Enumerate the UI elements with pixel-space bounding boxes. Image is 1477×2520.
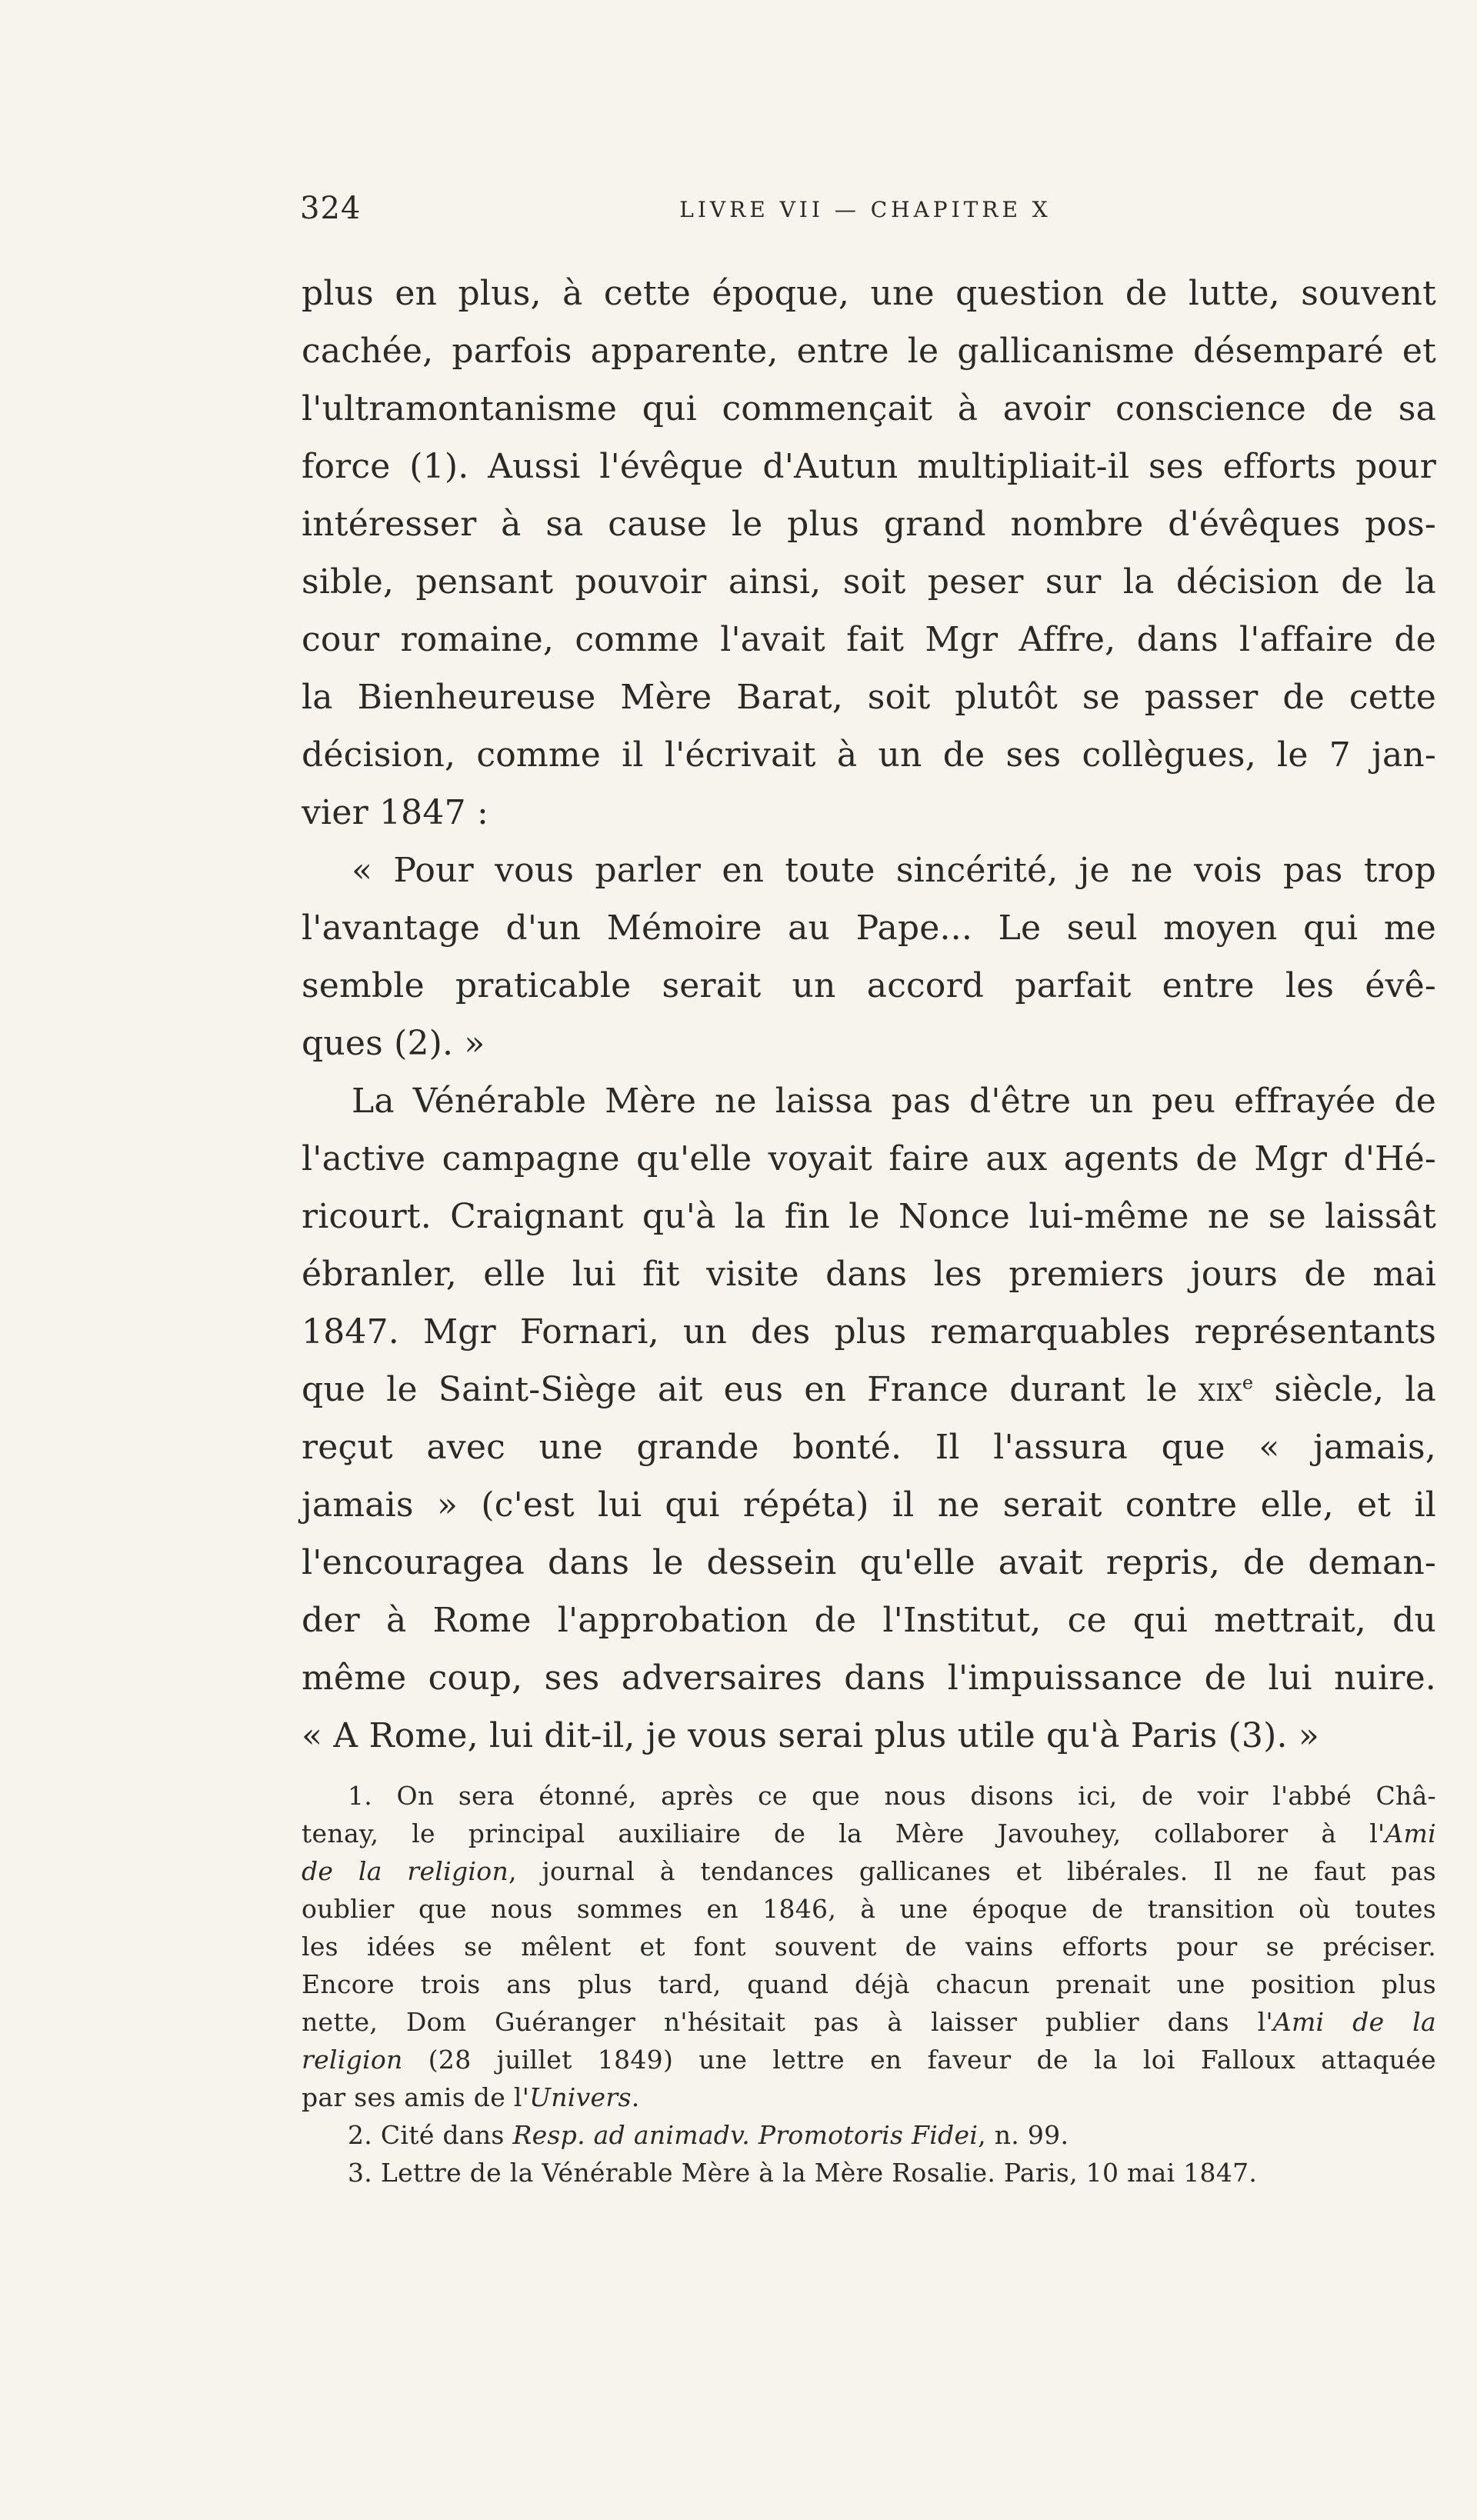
footnote-italic: Ami	[1385, 1818, 1436, 1848]
footnote-text: 2. Cité dans	[348, 2120, 513, 2150]
body-line: l'ultramontanisme qui commençait à avoir conscience de sa	[302, 389, 1436, 428]
footnote-1-line	[302, 2003, 1436, 2041]
quote-line: ques (2). »	[302, 1024, 485, 1063]
footnote-italic: Univers	[529, 2082, 632, 2112]
footnote-2	[302, 2116, 1436, 2154]
footnote-3: 3. Lettre de la Vénérable Mère à la Mère Rosalie. Paris, 10 mai 1847.	[348, 2158, 1258, 2188]
body-line: cachée, parfois apparente, entre le gallicanisme désemparé et	[302, 332, 1436, 371]
footnote-text: , journal à tendances gallicanes et libérales. Il ne faut pas	[508, 1856, 1436, 1886]
footnote-text: .	[631, 2082, 640, 2112]
body-line: « A Rome, lui dit-il, je vous serai plus utile qu'à Paris (3). »	[302, 1716, 1319, 1755]
footnote-text: , n. 99.	[978, 2120, 1069, 2150]
body-line: 1847. Mgr Fornari, un des plus remarquables représentants	[302, 1312, 1436, 1352]
body-line: jamais » (c'est lui qui répéta) il ne serait contre elle, et il	[302, 1485, 1436, 1525]
body-line: ricourt. Craignant qu'à la fin le Nonce lui-même ne se laissât	[302, 1197, 1436, 1236]
footnotes	[302, 1777, 1436, 2192]
footnote-italic: Ami de la	[1272, 2007, 1436, 2037]
footnote-1-line: Encore trois ans plus tard, quand déjà chacun prenait une position plus	[302, 1969, 1436, 1999]
footnote-1-line	[302, 1852, 1436, 1890]
body-line: La Vénérable Mère ne laissa pas d'être un peu effrayée de	[352, 1082, 1436, 1121]
running-head: LIVRE VII — CHAPITRE X	[679, 197, 1052, 222]
page-number: 324	[300, 191, 362, 226]
body-text	[302, 265, 1436, 1765]
body-line: cour romaine, comme l'avait fait Mgr Affre, dans l'affaire de	[302, 620, 1436, 659]
footnote-1-line: 1. On sera étonné, après ce que nous disons ici, de voir l'abbé Châ-	[348, 1781, 1436, 1811]
body-line: sible, pensant pouvoir ainsi, soit peser sur la décision de la	[302, 562, 1436, 602]
footnote-1-line	[302, 2078, 1436, 2116]
footnote-1-line	[302, 1815, 1436, 1852]
body-line: même coup, ses adversaires dans l'impuissance de lui nuire.	[302, 1658, 1436, 1698]
footnote-text: nette, Dom Guéranger n'hésitait pas à laisser publier dans l'	[302, 2007, 1273, 2037]
footnote-italic: Resp. ad animadv. Promotoris Fidei	[512, 2120, 979, 2150]
body-line: vier 1847 :	[302, 793, 488, 832]
body-line: plus en plus, à cette époque, une question de lutte, souvent	[302, 274, 1436, 313]
century-after: siècle, la	[1253, 1370, 1436, 1409]
body-line: décision, comme il l'écrivait à un de ses collègues, le 7 jan-	[302, 735, 1436, 775]
body-line: la Bienheureuse Mère Barat, soit plutôt se passer de cette	[302, 678, 1436, 717]
footnote-1-line: les idées se mêlent et font souvent de vains efforts pour se préciser.	[302, 1932, 1436, 1962]
body-line: l'active campagne qu'elle voyait faire aux agents de Mgr d'Hé-	[302, 1139, 1436, 1178]
century-numeral: xix	[1198, 1370, 1242, 1409]
body-line: intéresser à sa cause le plus grand nombre d'évêques pos-	[302, 505, 1436, 544]
footnote-1-line	[302, 2041, 1436, 2078]
body-line: force (1). Aussi l'évêque d'Autun multipliait-il ses efforts pour	[302, 447, 1436, 486]
quote-line: semble praticable serait un accord parfait entre les évê-	[302, 966, 1436, 1005]
quote-line: l'avantage d'un Mémoire au Pape... Le seul moyen qui me	[302, 908, 1436, 948]
footnote-1-line: oublier que nous sommes en 1846, à une époque de transition où toutes	[302, 1894, 1436, 1924]
footnote-text: par ses amis de l'	[302, 2082, 530, 2112]
century-suffix: e	[1242, 1372, 1254, 1394]
body-line-century-start: que le Saint-Siège ait eus en France durant le	[302, 1370, 1199, 1409]
footnote-text: (28 juillet 1849) une lettre en faveur de la loi Falloux attaquée	[402, 2045, 1436, 2075]
body-line: l'encouragea dans le dessein qu'elle avait repris, de deman-	[302, 1543, 1436, 1582]
body-line: reçut avec une grande bonté. Il l'assura que « jamais,	[302, 1428, 1436, 1467]
quote-line: « Pour vous parler en toute sincérité, je ne vois pas trop	[352, 851, 1436, 890]
footnote-text: tenay, le principal auxiliaire de la Mère Javouhey, collaborer à l'	[302, 1818, 1385, 1848]
body-line: ébranler, elle lui fit visite dans les premiers jours de mai	[302, 1255, 1436, 1294]
body-line-century	[302, 1361, 1436, 1418]
body-line: der à Rome l'approbation de l'Institut, ce qui mettrait, du	[302, 1601, 1436, 1640]
page-header	[300, 191, 1477, 237]
footnote-italic: religion	[302, 2045, 403, 2075]
footnote-italic: de la religion	[302, 1856, 508, 1886]
